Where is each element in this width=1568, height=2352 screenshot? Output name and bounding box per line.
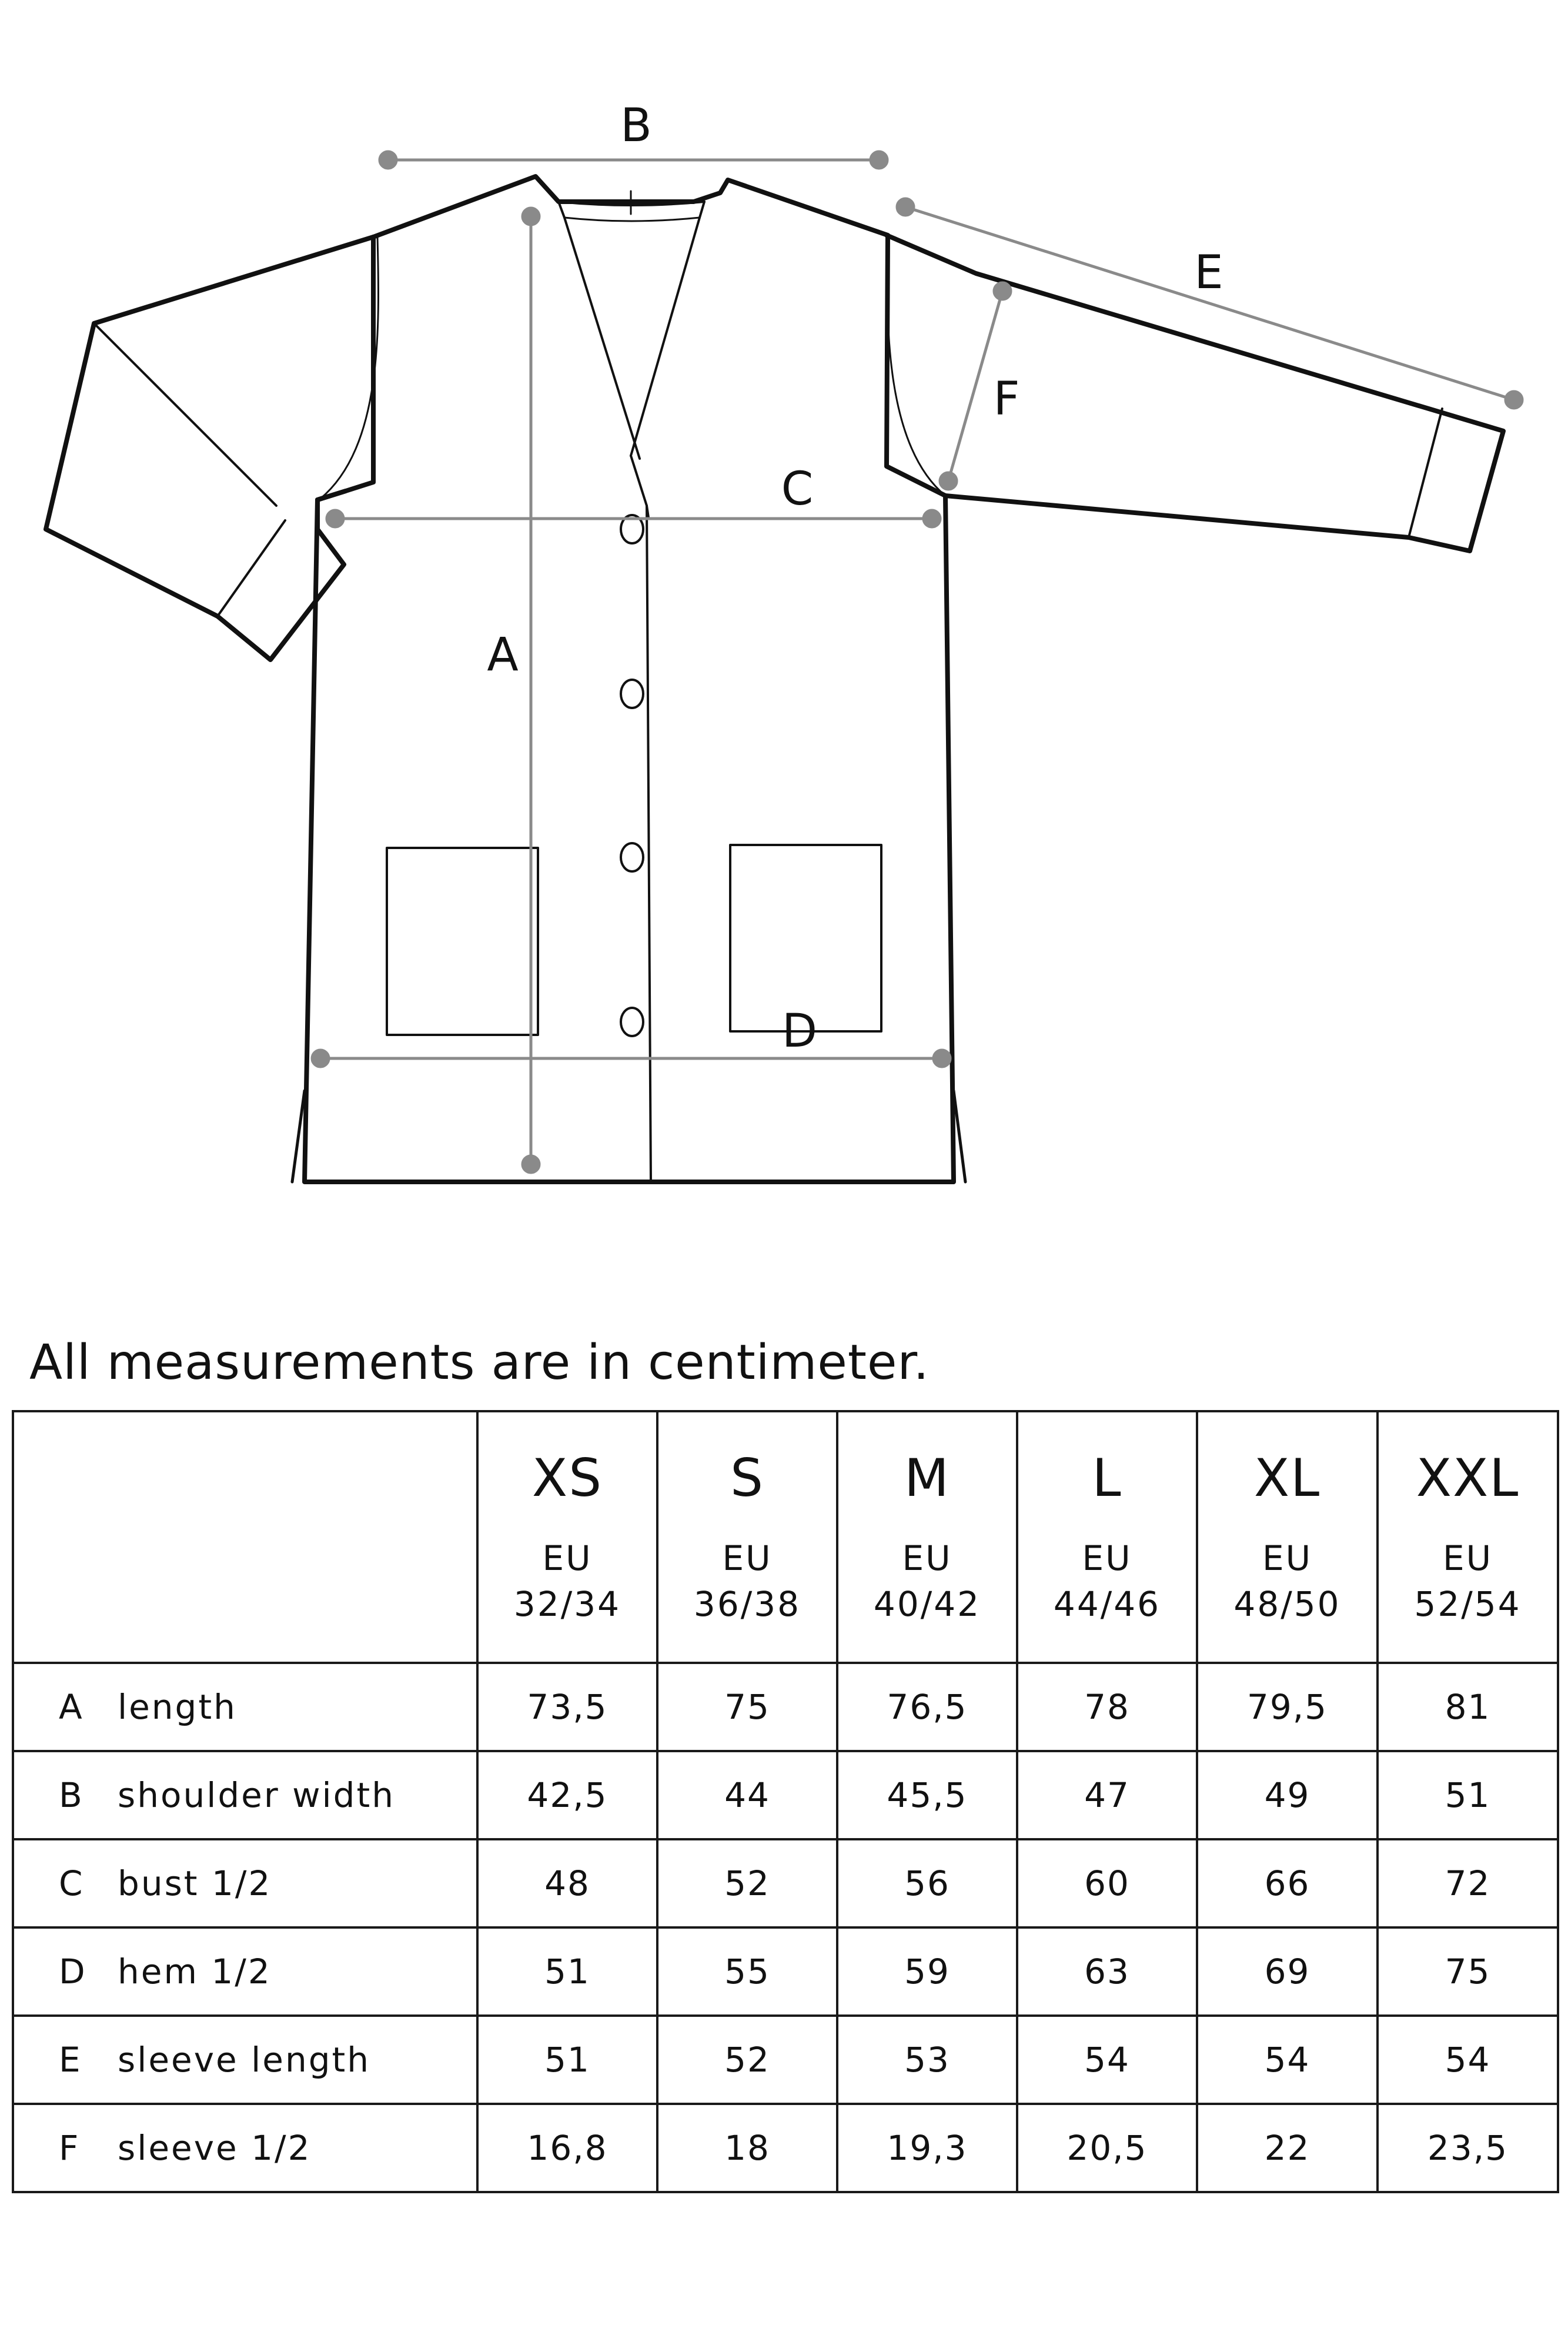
value-cell: 60: [1017, 1839, 1197, 1927]
eu-size: 36/38: [693, 1583, 801, 1624]
front-placket-left: [631, 456, 651, 1182]
eu-label: EU: [542, 1538, 593, 1578]
eu-label: EU: [722, 1538, 773, 1578]
eu-label: EU: [1262, 1538, 1313, 1578]
measure-dot: [994, 283, 1011, 299]
value-cell: 78: [1017, 1663, 1197, 1751]
size-name: L: [1092, 1447, 1122, 1508]
value-cell: 51: [477, 1927, 657, 2016]
measure-dot: [940, 473, 957, 489]
right-front-band: [631, 202, 704, 456]
value-cell: 73,5: [477, 1663, 657, 1751]
label-c: C: [781, 463, 814, 516]
table-row: [13, 1839, 1558, 1927]
value-cell: 51: [477, 2016, 657, 2104]
size-header-row: [13, 1411, 1558, 1663]
measure-dot: [924, 510, 940, 527]
value-cell: 54: [1378, 2016, 1558, 2104]
left-sleeve-fold: [94, 323, 276, 506]
value-cell: 44: [657, 1751, 837, 1839]
label-b: B: [620, 99, 652, 152]
row-letter: D: [59, 1952, 86, 1992]
value-cell: 66: [1197, 1839, 1378, 1927]
value-cell: 49: [1197, 1751, 1378, 1839]
row-letter: E: [59, 2040, 82, 2080]
header-blank-cell: [13, 1411, 477, 1663]
value-cell: 52: [657, 2016, 837, 2104]
measure-dot: [312, 1050, 329, 1067]
value-cell: 59: [837, 1927, 1017, 2016]
size-header-cell: [1017, 1411, 1197, 1663]
label-e: E: [1194, 246, 1223, 299]
measure-dot: [523, 208, 539, 225]
value-cell: 47: [1017, 1751, 1197, 1839]
value-cell: 18: [657, 2104, 837, 2192]
measure-dot: [327, 510, 343, 527]
row-letter: C: [59, 1863, 84, 1903]
size-header-cell: [477, 1411, 657, 1663]
value-cell: 20,5: [1017, 2104, 1197, 2192]
size-header-cell: [1378, 1411, 1558, 1663]
left-cuff: [218, 520, 285, 616]
label-f: F: [993, 373, 1020, 426]
row-label: [13, 2104, 477, 2192]
button-3: [621, 843, 643, 871]
measure-dot: [523, 1156, 539, 1172]
row-letter: A: [59, 1687, 83, 1727]
row-label: [13, 1663, 477, 1751]
value-cell: 51: [1378, 1751, 1558, 1839]
size-header-cell: [1197, 1411, 1378, 1663]
units-note: All measurements are in centimeter.: [29, 1335, 930, 1391]
row-name: sleeve 1/2: [118, 2128, 312, 2168]
row-label: [13, 1927, 477, 2016]
buttons: [621, 515, 643, 1036]
table-row: [13, 1751, 1558, 1839]
label-a: A: [487, 629, 519, 681]
eu-size: 32/34: [513, 1583, 621, 1624]
row-letter: B: [59, 1775, 83, 1815]
neckband-seam: [564, 218, 700, 221]
value-cell: 81: [1378, 1663, 1558, 1751]
size-name: M: [904, 1447, 950, 1508]
size-name: XXL: [1416, 1447, 1520, 1508]
table-row: [13, 1927, 1558, 2016]
size-name: XS: [531, 1447, 603, 1508]
table-row: [13, 2016, 1558, 2104]
size-header-cell: [837, 1411, 1017, 1663]
eu-label: EU: [1082, 1538, 1132, 1578]
value-cell: 75: [657, 1663, 837, 1751]
eu-size: 40/42: [873, 1583, 981, 1624]
measure-dot: [1506, 392, 1522, 408]
size-header-cell: [657, 1411, 837, 1663]
value-cell: 56: [837, 1839, 1017, 1927]
size-name: XL: [1253, 1447, 1321, 1508]
size-name: S: [730, 1447, 764, 1508]
value-cell: 79,5: [1197, 1663, 1378, 1751]
right-pocket: [730, 845, 881, 1031]
eu-label: EU: [1442, 1538, 1493, 1578]
eu-size: 44/46: [1053, 1583, 1161, 1624]
row-name: shoulder width: [118, 1775, 395, 1815]
value-cell: 75: [1378, 1927, 1558, 2016]
eu-size: 48/50: [1233, 1583, 1341, 1624]
row-name: length: [118, 1687, 237, 1727]
row-name: hem 1/2: [118, 1952, 272, 1992]
value-cell: 42,5: [477, 1751, 657, 1839]
value-cell: 54: [1017, 2016, 1197, 2104]
value-cell: 16,8: [477, 2104, 657, 2192]
measure-dot: [380, 152, 396, 168]
value-cell: 53: [837, 2016, 1017, 2104]
value-cell: 19,3: [837, 2104, 1017, 2192]
eu-label: EU: [902, 1538, 952, 1578]
value-cell: 23,5: [1378, 2104, 1558, 2192]
left-front-band: [559, 202, 640, 459]
size-chart-table: [12, 1410, 1559, 2193]
label-d: D: [781, 1005, 818, 1058]
value-cell: 52: [657, 1839, 837, 1927]
value-cell: 69: [1197, 1927, 1378, 2016]
eu-size: 52/54: [1414, 1583, 1522, 1624]
row-label: [13, 1751, 477, 1839]
value-cell: 55: [657, 1927, 837, 2016]
row-label: [13, 1839, 477, 1927]
table-row: [13, 1663, 1558, 1751]
value-cell: 72: [1378, 1839, 1558, 1927]
right-cuff: [1409, 409, 1442, 537]
row-letter: F: [59, 2128, 80, 2168]
value-cell: 45,5: [837, 1751, 1017, 1839]
measure-dot: [934, 1050, 950, 1067]
measure-dot: [897, 199, 914, 215]
value-cell: 76,5: [837, 1663, 1017, 1751]
table-row: [13, 2104, 1558, 2192]
button-4: [621, 1008, 643, 1036]
value-cell: 48: [477, 1839, 657, 1927]
row-name: sleeve length: [118, 2040, 371, 2080]
left-pocket: [387, 848, 538, 1035]
row-name: bust 1/2: [118, 1863, 272, 1903]
value-cell: 22: [1197, 2104, 1378, 2192]
measure-dot: [871, 152, 887, 168]
measure-line-e: [905, 207, 1514, 400]
value-cell: 63: [1017, 1927, 1197, 2016]
left-sleeve: [46, 237, 373, 660]
row-label: [13, 2016, 477, 2104]
button-2: [621, 680, 643, 708]
right-armhole: [887, 235, 945, 496]
value-cell: 54: [1197, 2016, 1378, 2104]
left-armhole: [320, 237, 379, 499]
